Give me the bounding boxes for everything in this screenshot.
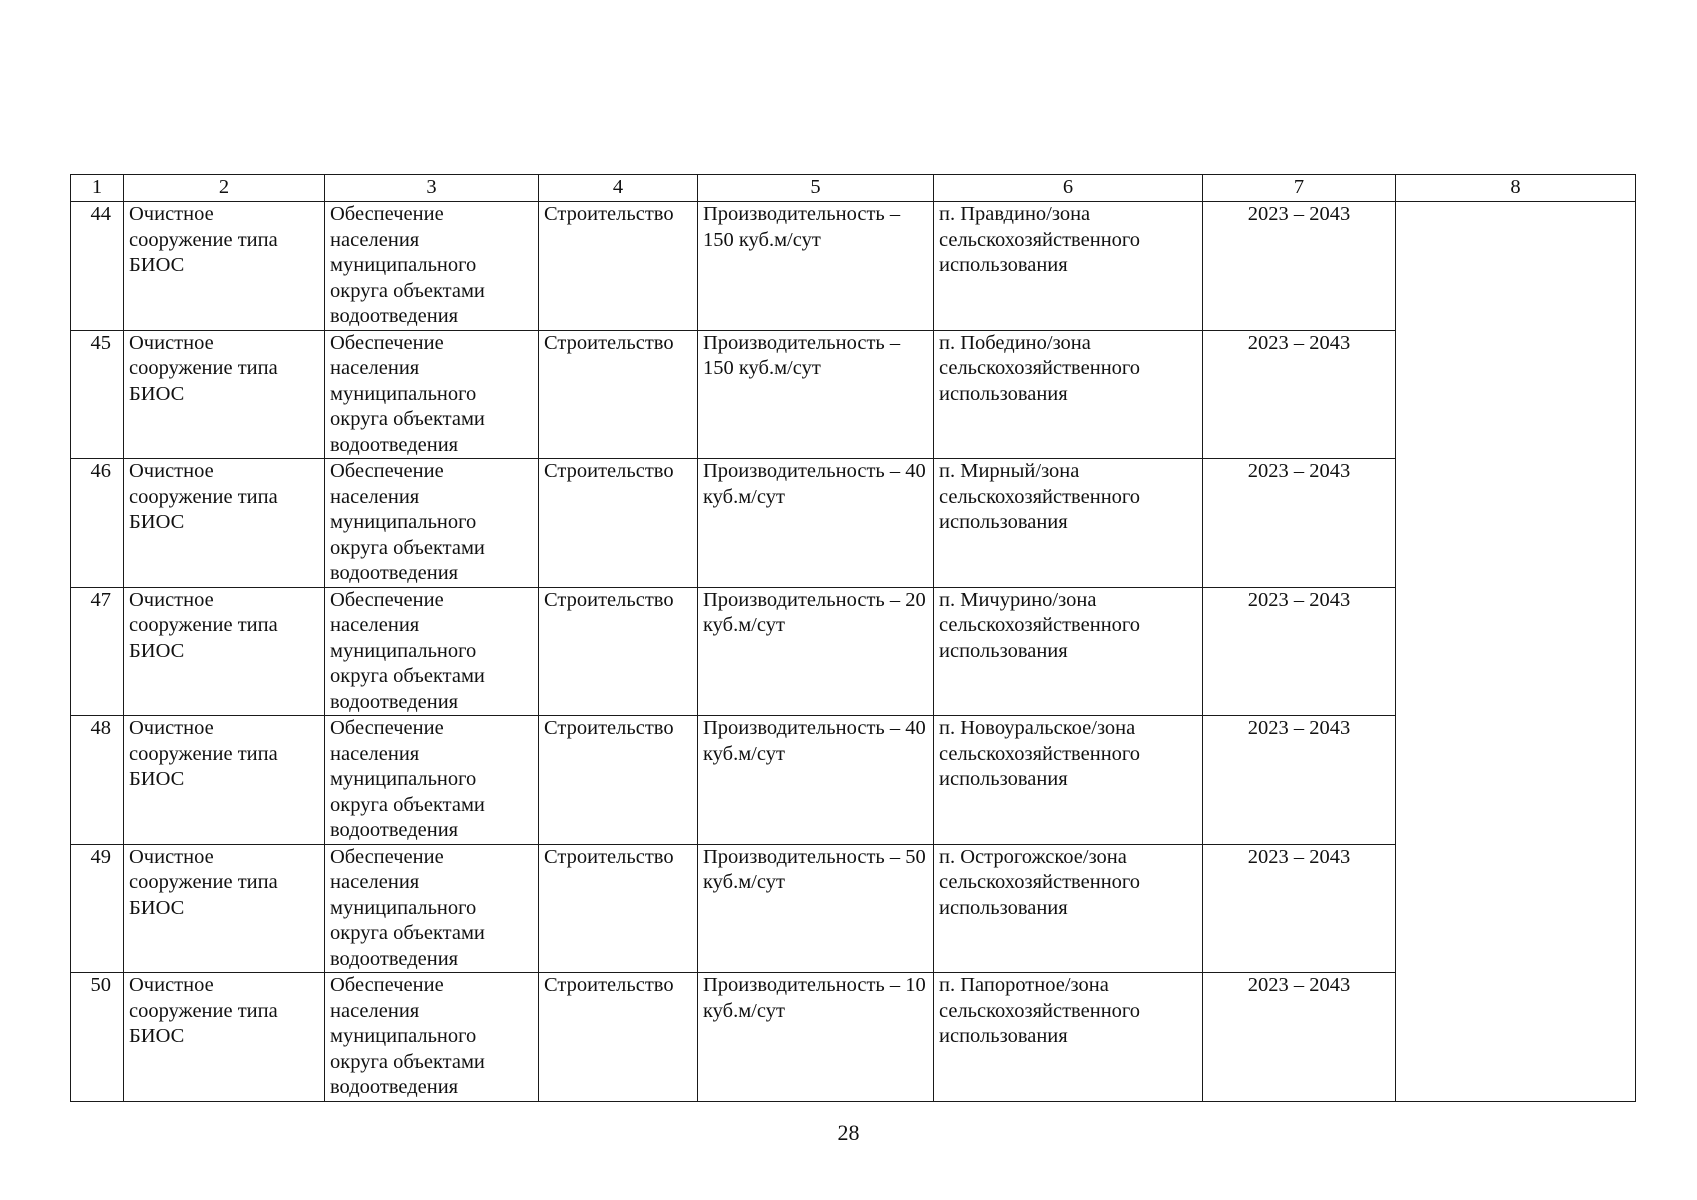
object-name: Очистное сооружение типа БИОС bbox=[124, 330, 325, 459]
work-type: Строительство bbox=[539, 716, 698, 845]
column-header: 4 bbox=[539, 175, 698, 202]
table-row bbox=[71, 202, 1636, 331]
capacity: Производительность – 40 куб.м/сут bbox=[698, 716, 934, 845]
object-purpose: Обеспечение населения муниципального округа объектами водоотведения bbox=[325, 459, 539, 588]
column-header: 6 bbox=[934, 175, 1203, 202]
object-name: Очистное сооружение типа БИОС bbox=[124, 844, 325, 973]
location: п. Мичурино/зона сельскохозяйственного использования bbox=[934, 587, 1203, 716]
object-purpose: Обеспечение населения муниципального округа объектами водоотведения bbox=[325, 330, 539, 459]
row-number: 45 bbox=[71, 330, 124, 459]
period: 2023 – 2043 bbox=[1203, 716, 1396, 845]
page-number: 28 bbox=[837, 1120, 860, 1145]
object-purpose: Обеспечение населения муниципального округа объектами водоотведения bbox=[325, 716, 539, 845]
notes-cell bbox=[1396, 202, 1636, 1102]
row-number: 47 bbox=[71, 587, 124, 716]
capacity: Производительность – 150 куб.м/сут bbox=[698, 330, 934, 459]
header-row bbox=[71, 175, 1636, 202]
row-number: 50 bbox=[71, 973, 124, 1102]
location: п. Правдино/зона сельскохозяйственного использования bbox=[934, 202, 1203, 331]
object-purpose: Обеспечение населения муниципального округа объектами водоотведения bbox=[325, 202, 539, 331]
work-type: Строительство bbox=[539, 973, 698, 1102]
location: п. Острогожское/зона сельскохозяйственного использования bbox=[934, 844, 1203, 973]
capacity: Производительность – 40 куб.м/сут bbox=[698, 459, 934, 588]
period: 2023 – 2043 bbox=[1203, 973, 1396, 1102]
work-type: Строительство bbox=[539, 330, 698, 459]
column-header: 8 bbox=[1396, 175, 1636, 202]
period: 2023 – 2043 bbox=[1203, 330, 1396, 459]
object-name: Очистное сооружение типа БИОС bbox=[124, 587, 325, 716]
period: 2023 – 2043 bbox=[1203, 459, 1396, 588]
capacity: Производительность – 20 куб.м/сут bbox=[698, 587, 934, 716]
location: п. Мирный/зона сельскохозяйственного использования bbox=[934, 459, 1203, 588]
period: 2023 – 2043 bbox=[1203, 587, 1396, 716]
period: 2023 – 2043 bbox=[1203, 844, 1396, 973]
capacity: Производительность – 10 куб.м/сут bbox=[698, 973, 934, 1102]
object-purpose: Обеспечение населения муниципального округа объектами водоотведения bbox=[325, 587, 539, 716]
facilities-table bbox=[70, 174, 1636, 1102]
column-header: 2 bbox=[124, 175, 325, 202]
row-number: 44 bbox=[71, 202, 124, 331]
object-purpose: Обеспечение населения муниципального округа объектами водоотведения bbox=[325, 844, 539, 973]
period: 2023 – 2043 bbox=[1203, 202, 1396, 331]
row-number: 49 bbox=[71, 844, 124, 973]
location: п. Новоуральское/зона сельскохозяйственного использования bbox=[934, 716, 1203, 845]
column-header: 5 bbox=[698, 175, 934, 202]
column-header: 3 bbox=[325, 175, 539, 202]
object-name: Очистное сооружение типа БИОС bbox=[124, 973, 325, 1102]
row-number: 48 bbox=[71, 716, 124, 845]
location: п. Победино/зона сельскохозяйственного использования bbox=[934, 330, 1203, 459]
work-type: Строительство bbox=[539, 844, 698, 973]
column-header: 7 bbox=[1203, 175, 1396, 202]
work-type: Строительство bbox=[539, 459, 698, 588]
location: п. Папоротное/зона сельскохозяйственного использования bbox=[934, 973, 1203, 1102]
column-header: 1 bbox=[71, 175, 124, 202]
object-name: Очистное сооружение типа БИОС bbox=[124, 459, 325, 588]
object-name: Очистное сооружение типа БИОС bbox=[124, 202, 325, 331]
row-number: 46 bbox=[71, 459, 124, 588]
capacity: Производительность – 50 куб.м/сут bbox=[698, 844, 934, 973]
object-name: Очистное сооружение типа БИОС bbox=[124, 716, 325, 845]
work-type: Строительство bbox=[539, 587, 698, 716]
object-purpose: Обеспечение населения муниципального округа объектами водоотведения bbox=[325, 973, 539, 1102]
work-type: Строительство bbox=[539, 202, 698, 331]
capacity: Производительность – 150 куб.м/сут bbox=[698, 202, 934, 331]
